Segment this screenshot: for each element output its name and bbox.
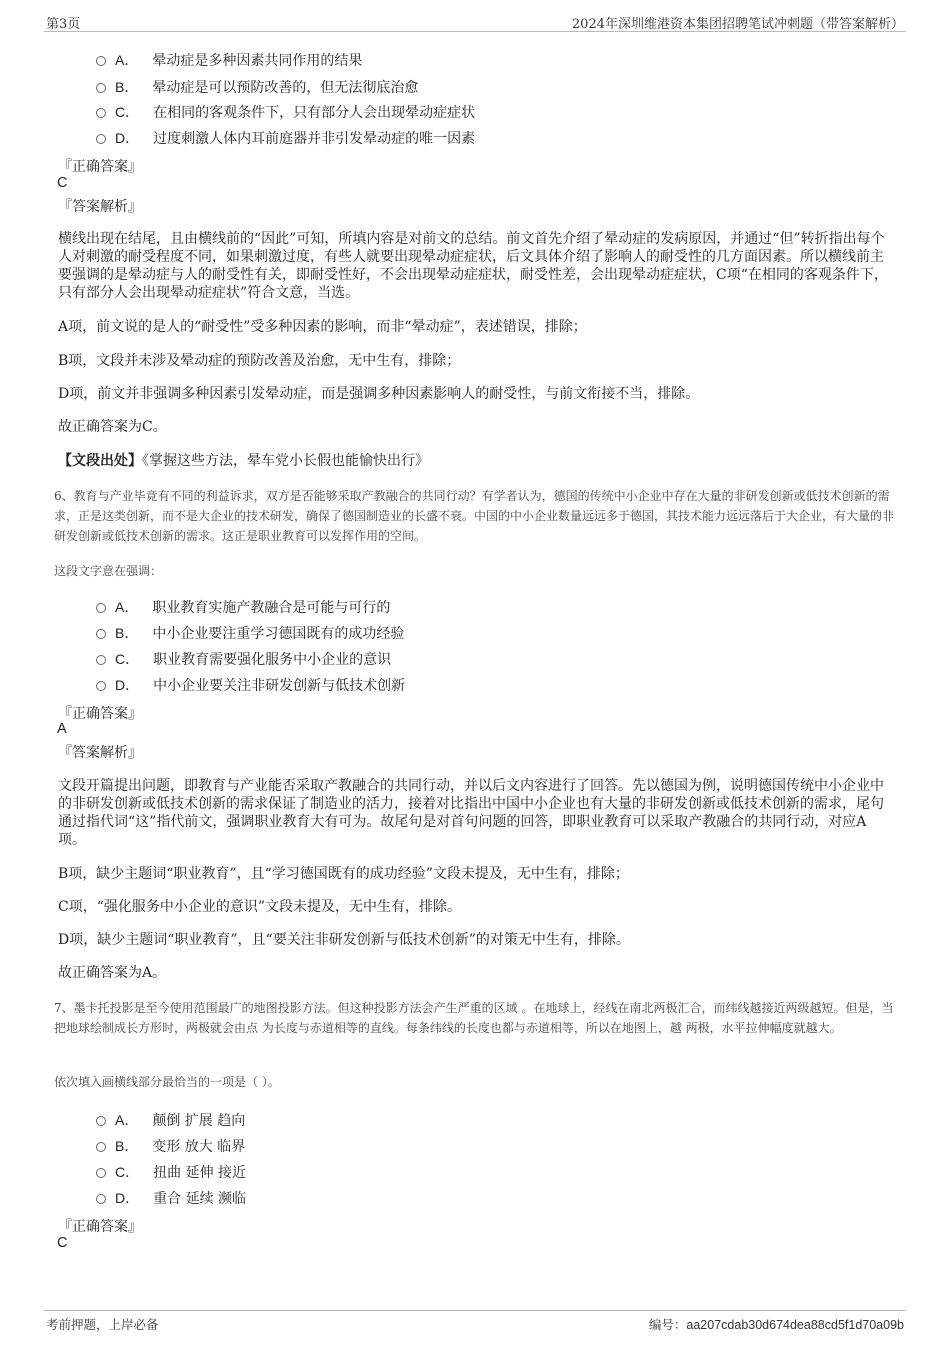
radio-icon[interactable] bbox=[96, 83, 106, 93]
q6-prompt: 这段文字意在强调： bbox=[54, 564, 163, 578]
q6-analysis-paragraph: 文段开篇提出问题，即教育与产业能否采取产教融合的共同行动，并以后文内容进行了回答。先以德国为例，说明德国传统中小企业中的非研发创新或低技术创新的需求保证了制造业的活力，接着对比指出中国中小企业也有大量的非研发创新或低技术创新的需求，尾句通过指代词“这”指代前文，强调职业教育大有可为。故尾句是对首句问题的回答，即职业教育可以采取产教融合的共同行动，对应A项。 bbox=[58, 778, 884, 848]
radio-icon[interactable] bbox=[96, 1116, 106, 1126]
q7-prompt: 依次填入画横线部分最恰当的一项是（ ）。 bbox=[54, 1075, 280, 1089]
source-title: 《掌握这些方法，晕车党小长假也能愉快出行》 bbox=[142, 453, 429, 469]
q6-question: 6、教育与产业毕竟有不同的利益诉求，双方是否能够采取产教融合的共同行动？有学者认为，德国的传统中小企业中存在大量的非研发创新或低技术创新的需求，正是这类创新，而不是大企业的技术研发，确保了德国制造业的长盛不衰。中国的中小企业数量远远多于德国，其技术能力远远落后于大企业，有大量的非研发创新或低技术创新的需求。这正是职业教育可以发挥作用的空间。 bbox=[54, 489, 895, 543]
q5-option-b[interactable]: B． 晕动症是可以预防改善的，但无法彻底治愈 bbox=[96, 77, 418, 97]
q6-option-b[interactable]: B． 中小企业要注重学习德国既有的成功经验 bbox=[96, 623, 404, 643]
q6-analysis-b: B项，缺少主题词“职业教育”，且“学习德国既有的成功经验”文段未提及，无中生有，排除； bbox=[58, 866, 629, 882]
radio-icon[interactable] bbox=[96, 56, 106, 66]
document-title: 2024年深圳维港资本集团招聘笔试冲刺题（带答案解析） bbox=[571, 17, 904, 32]
radio-icon[interactable] bbox=[96, 134, 106, 144]
radio-icon[interactable] bbox=[96, 655, 106, 665]
q5-analysis-label: 『答案解析』 bbox=[58, 199, 142, 215]
q6-analysis-c: C项，“强化服务中小企业的意识”文段未提及，无中生有，排除。 bbox=[58, 899, 462, 915]
q6-analysis-label: 『答案解析』 bbox=[58, 745, 142, 761]
q7-option-c[interactable]: C． 扭曲 延伸 接近 bbox=[96, 1162, 246, 1182]
q6-analysis-d: D项，缺少主题词“职业教育”，且“要关注非研发创新与低技术创新”的对策无中生有，排除。 bbox=[58, 932, 630, 948]
q5-conclusion: 故正确答案为C。 bbox=[58, 419, 167, 435]
q6-conclusion: 故正确答案为A。 bbox=[58, 965, 167, 981]
radio-icon[interactable] bbox=[96, 603, 106, 613]
q7-answer-label: 『正确答案』 bbox=[58, 1219, 142, 1235]
q5-option-d[interactable]: D． 过度刺激人体内耳前庭器并非引发晕动症的唯一因素 bbox=[96, 128, 475, 148]
radio-icon[interactable] bbox=[96, 1168, 106, 1178]
source-label: 【文段出处】 bbox=[58, 453, 142, 469]
q5-answer-label: 『正确答案』 bbox=[58, 159, 142, 175]
page-number: 第3页 bbox=[46, 17, 81, 32]
q6-answer: A bbox=[57, 721, 67, 737]
radio-icon[interactable] bbox=[96, 629, 106, 639]
q7-option-b[interactable]: B． 变形 放大 临界 bbox=[96, 1136, 245, 1156]
page-footer bbox=[44, 1310, 906, 1332]
q5-option-a[interactable]: A． 晕动症是多种因素共同作用的结果 bbox=[96, 50, 362, 70]
q7-question: 7、墨卡托投影是至今使用范围最广的地图投影方法。但这种投影方法会产生严重的区域 。在地球上，经线在南北两极汇合，而纬线越接近两级越短。但是，当把地球绘制成长方形时，两极就会由点 为长度与赤道相等的直线。每条纬线的长度也都与赤道相等，所以在地图上，越 两极，水平拉伸幅度就越大。 bbox=[54, 1001, 894, 1035]
q7-answer: C bbox=[57, 1235, 68, 1251]
radio-icon[interactable] bbox=[96, 108, 106, 118]
q7-option-a[interactable]: A． 颠倒 扩展 趋向 bbox=[96, 1110, 245, 1130]
q6-answer-label: 『正确答案』 bbox=[58, 706, 142, 722]
q5-option-c[interactable]: C． 在相同的客观条件下，只有部分人会出现晕动症症状 bbox=[96, 102, 475, 122]
q6-option-c[interactable]: C． 职业教育需要强化服务中小企业的意识 bbox=[96, 649, 391, 669]
q5-source bbox=[58, 452, 894, 470]
q6-option-d[interactable]: D． 中小企业要关注非研发创新与低技术创新 bbox=[96, 675, 405, 695]
q6-option-a[interactable]: A． 职业教育实施产教融合是可能与可行的 bbox=[96, 597, 390, 617]
document-code: 编号：aa207cdab30d674dea88cd5f1d70a09b bbox=[648, 1318, 904, 1332]
radio-icon[interactable] bbox=[96, 681, 106, 691]
radio-icon[interactable] bbox=[96, 1194, 106, 1204]
q5-analysis-paragraph: 横线出现在结尾，且由横线前的“因此”可知，所填内容是对前文的总结。前文首先介绍了晕动症的发病原因，并通过“但”转折指出每个人对刺激的耐受程度不同，如果刺激过度，有些人就要出现晕动症症状，后文具体介绍了影响人的耐受性的几方面因素。所以横线前主要强调的是晕动症与人的耐受性有关，即耐受性好，不会出现晕动症症状，耐受性差，会出现晕动症症状，C项“在相同的客观条件下，只有部分人会出现晕动症症状”符合文意，当选。 bbox=[58, 231, 888, 301]
page-header bbox=[44, 13, 906, 32]
radio-icon[interactable] bbox=[96, 1142, 106, 1152]
footer-slogan: 考前押题，上岸必备 bbox=[46, 1317, 159, 1332]
q5-answer: C bbox=[57, 175, 68, 191]
q7-option-d[interactable]: D． 重合 延续 濒临 bbox=[96, 1188, 246, 1208]
q5-analysis-b: B项，文段并未涉及晕动症的预防改善及治愈，无中生有，排除； bbox=[58, 353, 461, 369]
q5-analysis-d: D项，前文并非强调多种因素引发晕动症，而是强调多种因素影响人的耐受性，与前文衔接不当，排除。 bbox=[58, 386, 700, 402]
q5-analysis-a: A项，前文说的是人的“耐受性”受多种因素的影响，而非“晕动症”，表述错误，排除； bbox=[58, 319, 587, 335]
